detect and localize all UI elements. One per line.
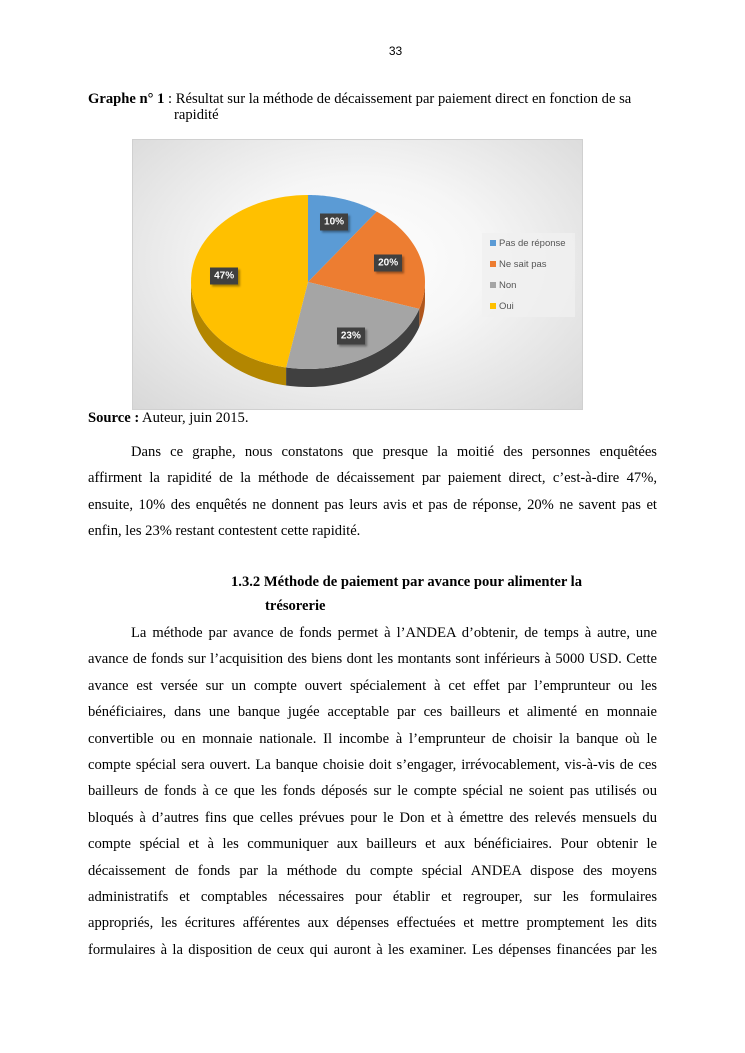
- text-line: compte spécial sera ouvert. La banque choisie doit s’engager, irrévocablement, vis-à-vis de ces: [88, 756, 657, 773]
- text-line: convertible ou en monnaie nationale. Il incombe à l’emprunteur de choisir la banque où le: [88, 730, 657, 747]
- data-label: 20%: [374, 254, 402, 271]
- text-line: décaissement de fonds par la méthode du compte spécial ANDEA dispose des moyens: [88, 862, 657, 879]
- legend-swatch: [490, 240, 496, 246]
- section-heading-continued: trésorerie: [265, 598, 326, 614]
- legend-label: Non: [499, 279, 517, 291]
- paragraph-advance-method: [88, 620, 657, 963]
- caption-text-continued: rapidité: [174, 107, 219, 123]
- page-number: 33: [388, 44, 403, 58]
- caption-label: Graphe n° 1: [88, 91, 165, 107]
- text-line: Dans ce graphe, nous constatons que presque la moitié des personnes enquêtées: [131, 444, 657, 460]
- text-line: compte spécial et à les communiquer aux bailleurs et aux bénéficiaires. Pour obtenir le: [88, 836, 657, 853]
- text-line: bloqués à d’autres fins que celles prévues pour le Don et à émettre des relevés mensuels du: [88, 809, 657, 826]
- text-line: appropriés, les écritures afférentes aux dépenses effectuées et mettre promptement les dits: [88, 915, 657, 932]
- source-label: Source :: [88, 410, 140, 426]
- legend-item: [490, 258, 547, 270]
- source-note: [88, 410, 249, 427]
- legend-item: [490, 237, 566, 249]
- section-heading: 1.3.2 Méthode de paiement par avance pour alimenter la: [231, 574, 583, 590]
- chart-legend: [482, 233, 575, 317]
- pie-chart: [132, 139, 583, 410]
- text-line: avance est versée sur un compte ouvert spécialement à cet effet par l’emprunteur ou les: [88, 677, 657, 694]
- data-label: 47%: [210, 268, 238, 285]
- legend-label: Pas de réponse: [499, 237, 566, 249]
- paragraph-analysis: [88, 439, 657, 545]
- data-label: 23%: [337, 327, 365, 344]
- legend-item: [490, 300, 514, 312]
- text-line: ensuite, 10% des enquêtés ne donnent pas leurs avis et pas de réponse, 20% ne savent pas et: [88, 496, 657, 513]
- text-line: bailleurs de fonds à ce que les fonds déposés sur le compte spécial ne soient pas utilisés ou: [88, 783, 657, 800]
- caption-text: : Résultat sur la méthode de décaissement par paiement direct en fonction de sa: [164, 91, 632, 107]
- legend-item: [490, 279, 516, 291]
- legend-swatch: [490, 261, 496, 267]
- text-line: formulaires à la disposition de ceux qui auront à les examiner. Les dépenses financées par les: [88, 941, 657, 958]
- data-label: 10%: [320, 214, 348, 231]
- legend-swatch: [490, 303, 496, 309]
- source-text: Auteur, juin 2015.: [139, 410, 249, 426]
- text-line: La méthode par avance de fonds permet à l’ANDEA d’obtenir, de temps à autre, une: [131, 625, 657, 641]
- text-line: bénéficiaires, dans une banque jugée acceptable par ces bailleurs et alimenté en monnaie: [88, 704, 657, 721]
- text-line: affirment la rapidité de la méthode de décaissement par paiement direct, c’est-à-dire 47%,: [88, 470, 657, 487]
- legend-swatch: [490, 282, 496, 288]
- text-line: administratifs et comptables nécessaires pour établir et regrouper, sur les formulaires: [88, 888, 657, 905]
- text-line: enfin, les 23% restant contestent cette rapidité.: [88, 523, 361, 540]
- figure-caption: [88, 91, 668, 123]
- legend-label: Ne sait pas: [499, 258, 547, 270]
- legend-label: Oui: [499, 300, 514, 312]
- text-line: avance de fonds sur l’acquisition des biens dont les montants sont inférieurs à 5000 USD. Cette: [88, 651, 657, 668]
